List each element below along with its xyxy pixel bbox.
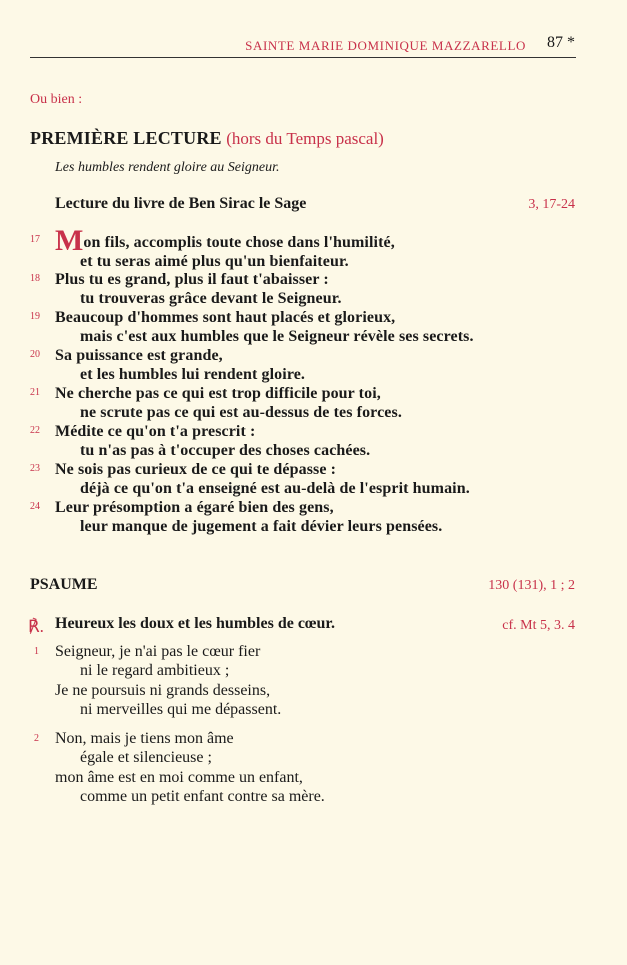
refrain-reference: cf. Mt 5, 3. 4 (502, 618, 575, 633)
verse-line: tu trouveras grâce devant le Seigneur. (80, 290, 342, 307)
verse-number: 19 (30, 311, 40, 322)
verse-number: 17 (30, 234, 40, 245)
verse-line: Ne sois pas curieux de ce qui te dépasse : (55, 461, 337, 478)
psaume-label: PSAUME (30, 576, 98, 593)
verse-line: ne scrute pas ce qui est au-dessus de tes forces. (80, 404, 402, 421)
verse-number: 23 (30, 463, 40, 474)
psalm-line: ni le regard ambitieux ; (80, 662, 230, 679)
psalm-line: ni merveilles qui me dépassent. (80, 701, 282, 718)
verse-line: et les humbles lui rendent gloire. (80, 366, 306, 383)
header-rule (30, 57, 576, 58)
psalm-line: Non, mais je tiens mon âme (55, 730, 234, 747)
verse-line: et tu seras aimé plus qu'un bienfaiteur. (80, 253, 349, 270)
drop-cap: M (55, 224, 84, 257)
stanza-number: 2 (34, 733, 39, 744)
verse-number: 21 (30, 387, 40, 398)
lecture-theme: Les humbles rendent gloire au Seigneur. (55, 160, 280, 175)
verse-line: Médite ce qu'on t'a prescrit : (55, 423, 256, 440)
verse-line: Leur présomption a égaré bien des gens, (55, 499, 334, 516)
verse-number: 24 (30, 501, 40, 512)
verse-line (55, 224, 395, 257)
verse-number: 18 (30, 273, 40, 284)
verse-line: mais c'est aux humbles que le Seigneur révèle ses secrets. (80, 328, 474, 345)
stanza-number: 1 (34, 646, 39, 657)
verse-line: Sa puissance est grande, (55, 347, 223, 364)
verse-line: Plus tu es grand, plus il faut t'abaisser : (55, 271, 329, 288)
psalm-line: Je ne poursuis ni grands desseins, (55, 682, 271, 699)
psalm-line: Seigneur, je n'ai pas le cœur fier (55, 643, 261, 660)
page-number: 87 * (547, 34, 575, 51)
verse-line: tu n'as pas à t'occuper des choses cachées. (80, 442, 371, 459)
verse-line: déjà ce qu'on t'a enseigné est au-delà de l'esprit humain. (80, 480, 470, 497)
verse-line: leur manque de jugement a fait dévier leurs pensées. (80, 518, 443, 535)
psalm-line: égale et silencieuse ; (80, 749, 212, 766)
ou-bien-label: Ou bien : (30, 92, 83, 107)
lecture-heading (30, 128, 384, 149)
psaume-reference: 130 (131), 1 ; 2 (488, 578, 575, 593)
lecture-reference: 3, 17-24 (528, 197, 575, 212)
response-symbol: ℟. (28, 617, 44, 636)
psalm-line: comme un petit enfant contre sa mère. (80, 788, 325, 805)
verse-text: on fils, accomplis toute chose dans l'humilité, (83, 234, 395, 251)
verse-number: 22 (30, 425, 40, 436)
lecture-book: Lecture du livre de Ben Sirac le Sage (55, 195, 307, 212)
verse-number: 20 (30, 349, 40, 360)
running-title: SAINTE MARIE DOMINIQUE MAZZARELLO (245, 38, 526, 53)
lecture-sublabel: (hors du Temps pascal) (226, 129, 384, 148)
psaume-refrain: Heureux les doux et les humbles de cœur. (55, 615, 336, 632)
lecture-label: PREMIÈRE LECTURE (30, 128, 222, 148)
verse-line: Ne cherche pas ce qui est trop difficile pour toi, (55, 385, 381, 402)
psalm-line: mon âme est en moi comme un enfant, (55, 769, 303, 786)
verse-line: Beaucoup d'hommes sont haut placés et glorieux, (55, 309, 396, 326)
